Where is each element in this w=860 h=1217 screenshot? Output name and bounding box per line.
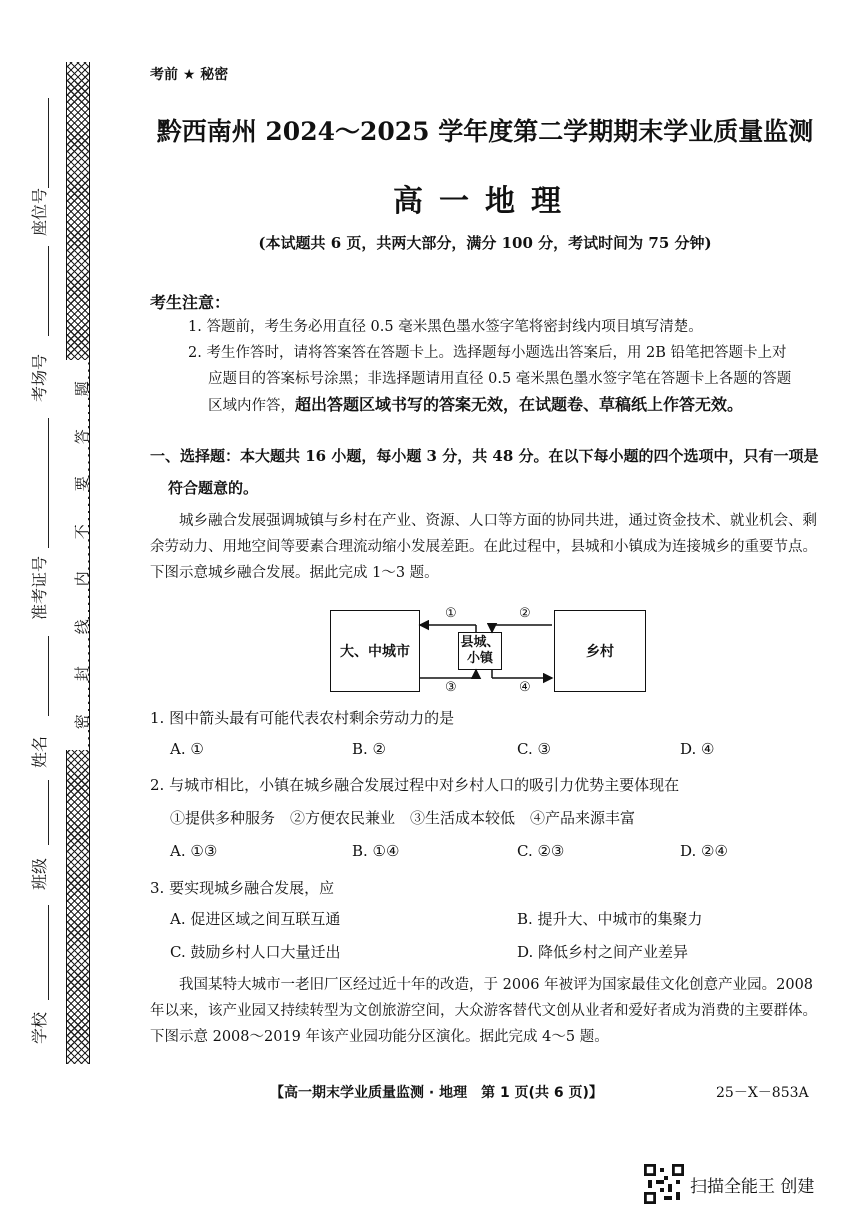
q2-option-c[interactable]: C. ②③ <box>517 842 565 860</box>
q1-option-b[interactable]: B. ② <box>352 740 387 758</box>
diagram-county-label-1: 县城、 <box>460 635 500 650</box>
notice-item-1: 1. 答题前，考生务必用直径 0.5 毫米黑色墨水签字笔将密封线内项目填写清楚。 <box>188 319 703 335</box>
name-line <box>48 636 49 716</box>
seal-char: 内 <box>73 571 92 587</box>
label-school: 学校 <box>30 1011 49 1044</box>
question-3-stem: 3. 要实现城乡融合发展，应 <box>150 879 335 897</box>
seal-text <box>68 365 98 745</box>
school-line <box>48 905 49 1000</box>
page-footer: 【高一期末学业质量监测 · 地理 第 1 页(共 6 页)】 <box>270 1085 603 1101</box>
arrow-label-4: ④ <box>519 680 531 695</box>
diagram-county-label-2: 小镇 <box>466 651 493 666</box>
seal-char: 密 <box>73 713 92 729</box>
label-name: 姓名 <box>30 735 49 768</box>
notice-item-2-line3 <box>208 392 828 419</box>
passage-2: 我国某特大城市一老旧厂区经过近十年的改造，于 2006 年被评为国家最佳文化创意产业园。2008 年以来，该产业园又持续转型为文创旅游空间，大众游客替代文创从业者和爱好者成为消费的主要群体。下图示意 2008～2019 年该产业园功能分区演化。据此完成 4～5 题。 <box>150 977 817 1045</box>
q2-option-d[interactable]: D. ②④ <box>680 842 728 860</box>
notice-item-2a: 2. 考生作答时，请将答案答在答题卡上。选择题每小题选出答案后，用 2B 铅笔把答题卡上对 <box>188 345 787 361</box>
section-heading-cont: 符合题意的。 <box>168 479 259 497</box>
notice-item-2d: 超出答题区域书写的答案无效，在试题卷、草稿纸上作答无效。 <box>295 395 744 414</box>
q1-option-d[interactable]: D. ④ <box>680 740 715 758</box>
label-exam-room: 考场号 <box>30 353 49 402</box>
question-1-stem: 1. 图中箭头最有可能代表农村剩余劳动力的是 <box>150 709 455 727</box>
q3-option-c[interactable]: C. 鼓励乡村人口大量迁出 <box>170 943 341 961</box>
subject-title: 高一地理 <box>393 184 577 219</box>
qr-code-icon <box>644 1164 684 1204</box>
seal-char: 线 <box>73 618 92 634</box>
q3-option-a[interactable]: A. 促进区域之间互联互通 <box>170 910 341 928</box>
ticket-line <box>48 418 49 548</box>
seal-char: 封 <box>73 666 92 682</box>
arrow-label-3: ③ <box>445 680 457 695</box>
diagram-village <box>554 610 646 692</box>
diagram-big-city <box>330 610 420 692</box>
room-line <box>48 246 49 336</box>
exam-meta: (本试题共 6 页，共两大部分，满分 100 分，考试时间为 75 分钟) <box>258 234 712 252</box>
question-2-items: ①提供多种服务 ②方便农民兼业 ③生活成本较低 ④产品来源丰富 <box>170 809 636 827</box>
label-ticket-number: 准考证号 <box>30 555 49 620</box>
q1-option-a[interactable]: A. ① <box>170 740 204 758</box>
question-2-stem: 2. 与城市相比，小镇在城乡融合发展过程中对乡村人口的吸引力优势主要体现在 <box>150 776 680 794</box>
seal-char: 题 <box>73 381 92 397</box>
label-class: 班级 <box>30 857 49 890</box>
q3-option-d[interactable]: D. 降低乡村之间产业差异 <box>517 943 689 961</box>
diagram-big-city-label: 大、中城市 <box>340 644 410 660</box>
class-line <box>48 780 49 845</box>
notice-item-2b: 应题目的答案标号涂黑；非选择题请用直径 0.5 毫米黑色墨水签字笔在答题卡上各题的答题 <box>208 371 792 387</box>
diagram-arrows <box>416 600 558 700</box>
paper-code: 25－X－853A <box>716 1085 809 1101</box>
arrow-label-2: ② <box>519 606 531 621</box>
notice-heading: 考生注意： <box>150 293 231 312</box>
passage-1: 城乡融合发展强调城镇与乡村在产业、资源、人口等方面的协同共进，通过资金技术、就业机会、剩余劳动力、用地空间等要素合理流动缩小发展差距。在此过程中，县城和小镇成为连接城乡的重要节点。下图示意城乡融合发展。据此完成 1～3 题。 <box>150 513 817 581</box>
label-seat-number: 座位号 <box>30 187 49 236</box>
arrow-label-1: ① <box>445 606 457 621</box>
seal-char: 答 <box>73 428 92 444</box>
seal-char: 不 <box>73 523 92 539</box>
notice-item-2c: 区域内作答， <box>208 398 295 414</box>
q3-option-b[interactable]: B. 提升大、中城市的集聚力 <box>517 910 703 928</box>
q2-option-a[interactable]: A. ①③ <box>170 842 218 860</box>
exam-title: 黔西南州 2024～2025 学年度第二学期期末学业质量监测 <box>156 117 814 146</box>
q2-option-b[interactable]: B. ①④ <box>352 842 400 860</box>
confidential-tag: 考前 ★ 秘密 <box>150 67 229 83</box>
seat-line <box>48 98 49 188</box>
section-heading: 一、选择题：本大题共 16 小题，每小题 3 分，共 48 分。在以下每小题的四个选项中，只有一项是 <box>150 447 819 465</box>
scanner-watermark: 扫描全能王 创建 <box>690 1177 815 1197</box>
q1-option-c[interactable]: C. ③ <box>517 740 551 758</box>
seal-char: 要 <box>73 476 92 492</box>
diagram-village-label: 乡村 <box>586 644 614 660</box>
